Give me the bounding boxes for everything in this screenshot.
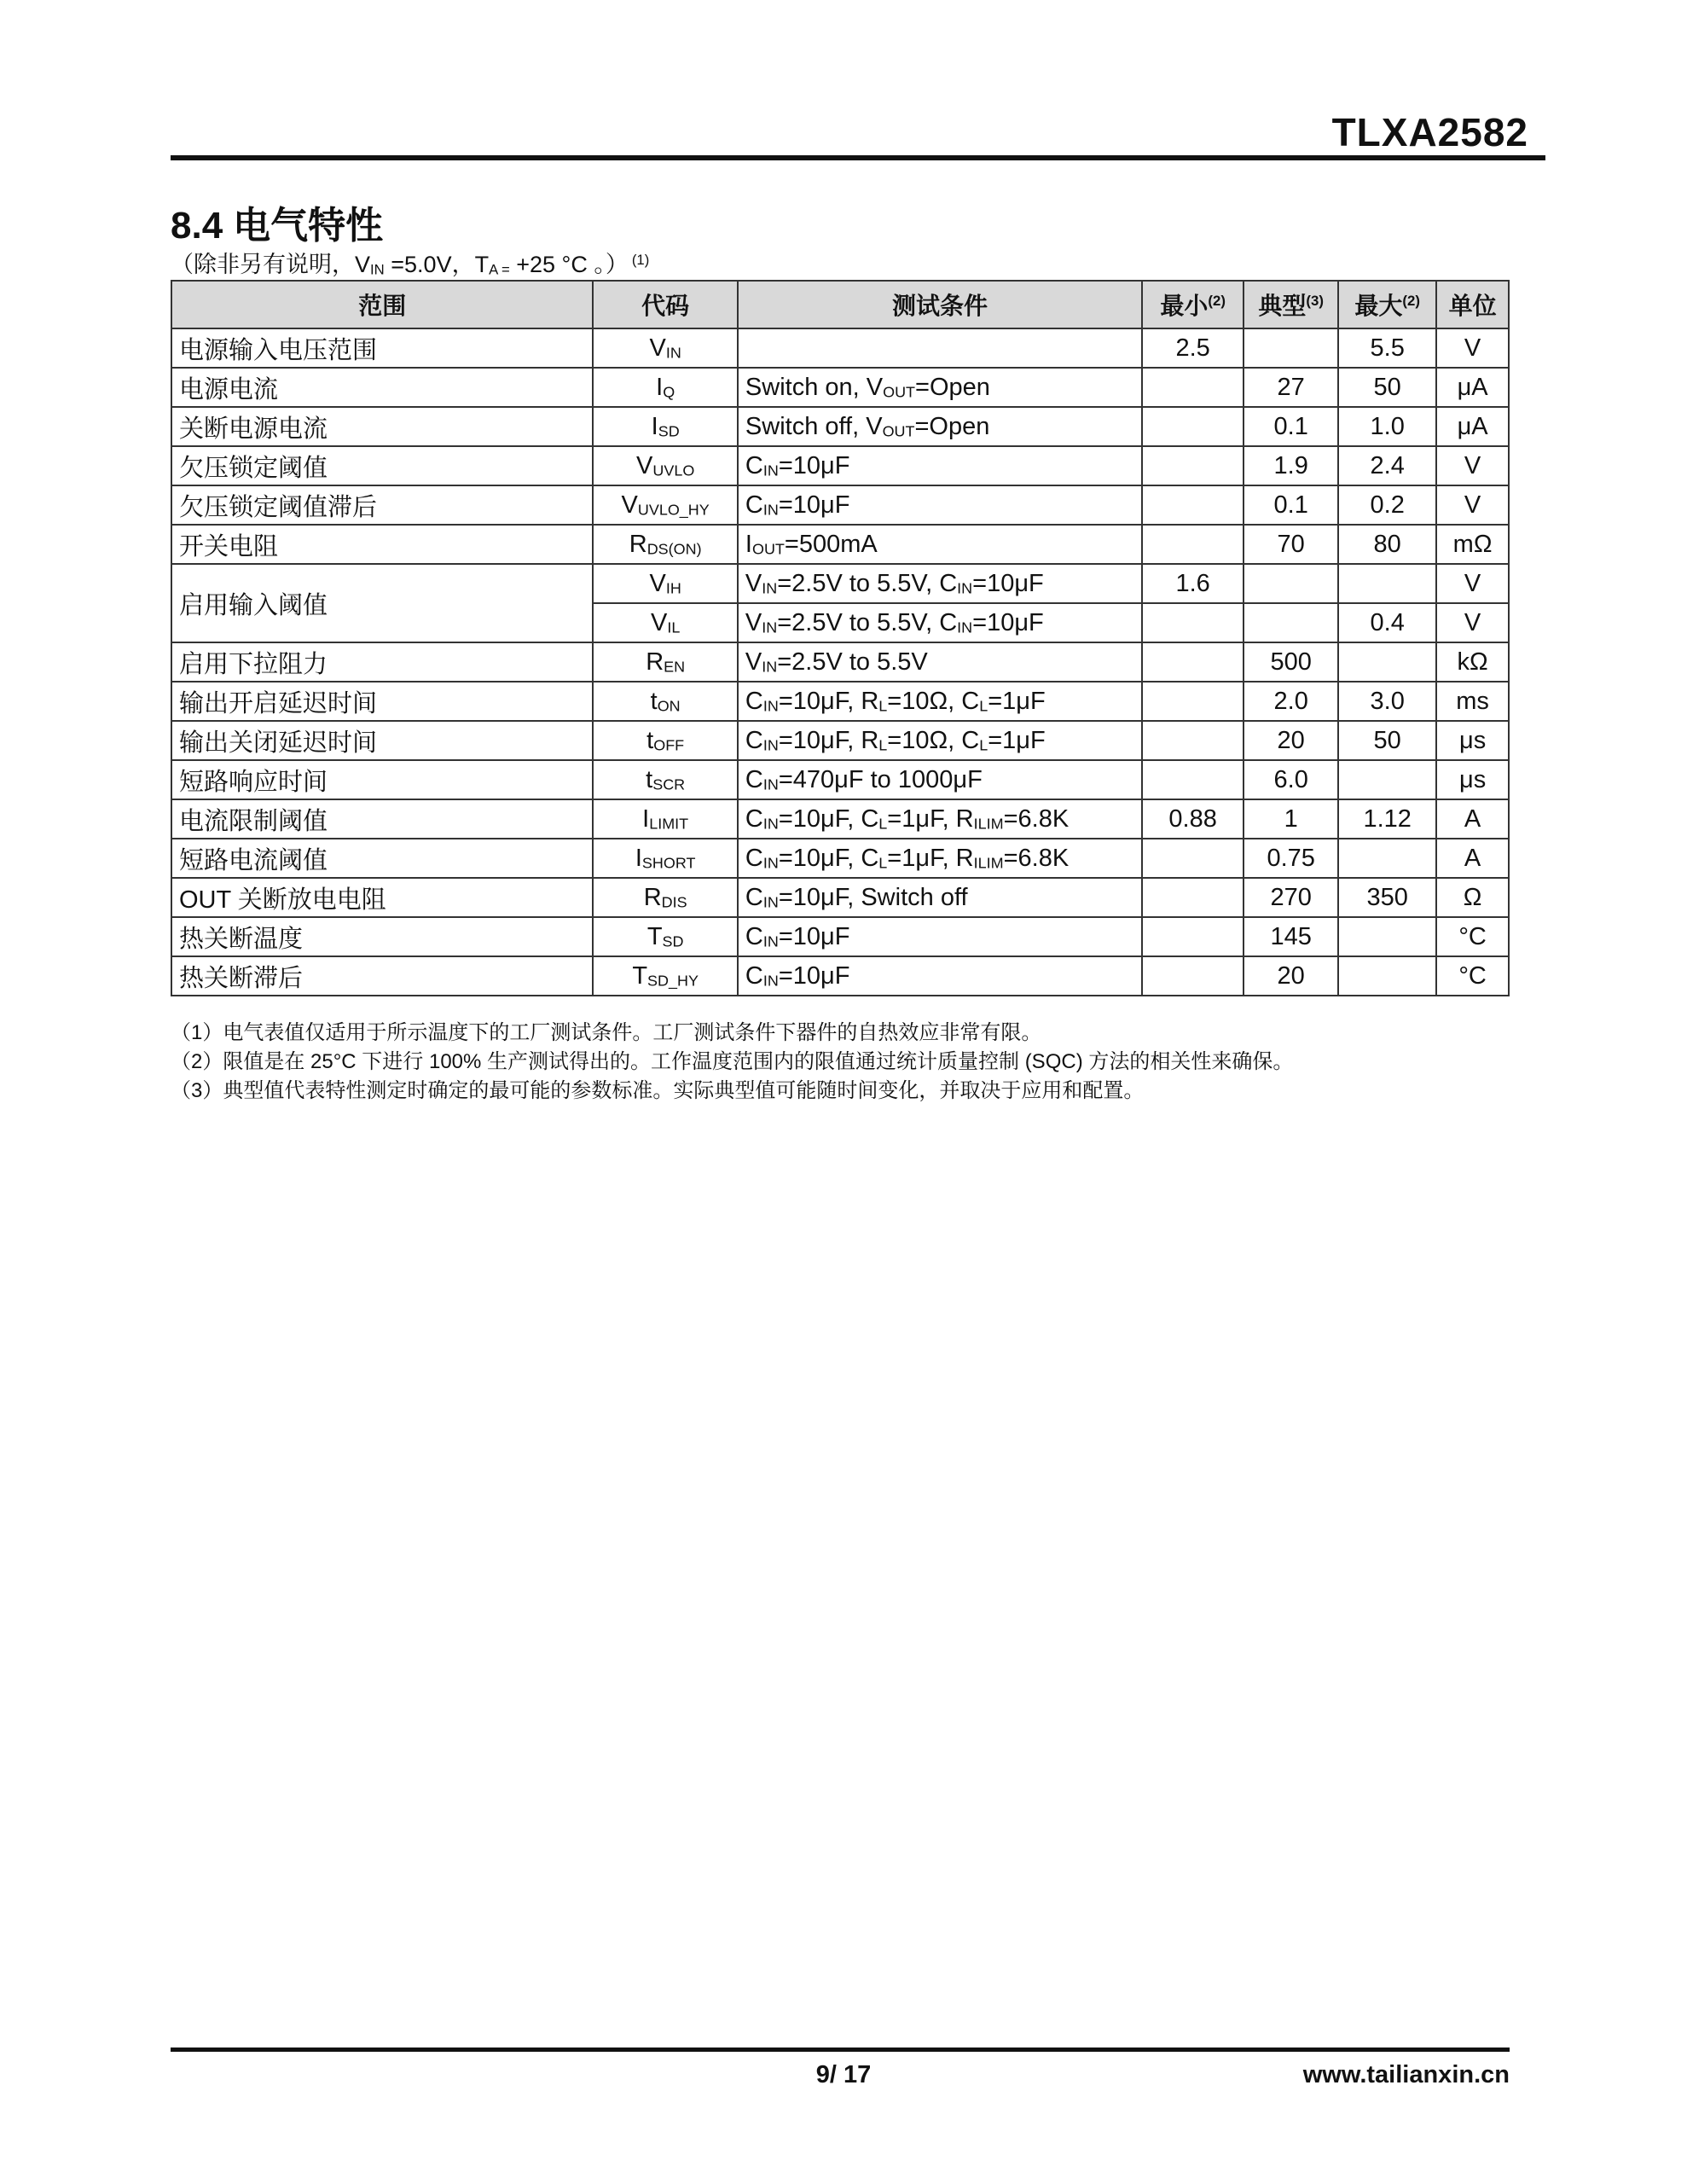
typ-cell: 2.0 (1244, 682, 1338, 721)
param-cell: OUT 关断放电电阻 (171, 878, 593, 917)
unit-cell: kΩ (1436, 642, 1509, 682)
electrical-characteristics-table (171, 280, 1510, 996)
typ-cell (1244, 564, 1338, 603)
param-cell: 关断电源电流 (171, 407, 593, 446)
symbol-cell: $V_{IH}$ (593, 564, 738, 603)
param-cell: 电流限制阈值 (171, 799, 593, 839)
max-cell (1338, 956, 1436, 996)
typ-cell: 0.1 (1244, 485, 1338, 525)
symbol-cell: $T_{SD\_HY}$ (593, 956, 738, 996)
min-cell (1142, 721, 1244, 760)
min-cell (1142, 956, 1244, 996)
table-row (171, 878, 1509, 917)
conditions-cell: Switch off, $V_{OUT}=Open$ (738, 407, 1142, 446)
table-row (171, 407, 1509, 446)
max-cell: 0.4 (1338, 603, 1436, 642)
max-cell (1338, 760, 1436, 799)
table-row (171, 525, 1509, 564)
param-cell: 短路电流阈值 (171, 839, 593, 878)
table-row (171, 446, 1509, 485)
conditions-cell: $C_{IN}=470\mu F$ to 1000μF (738, 760, 1142, 799)
max-cell (1338, 564, 1436, 603)
param-cell: 输出关闭延迟时间 (171, 721, 593, 760)
min-cell (1142, 407, 1244, 446)
param-cell: 欠压锁定阈值 (171, 446, 593, 485)
conditions-cell: $I_{OUT}=500mA$ (738, 525, 1142, 564)
param-cell: 开关电阻 (171, 525, 593, 564)
page-number: 9/ 17 (815, 2061, 872, 2088)
symbol-cell: $t_{ON}$ (593, 682, 738, 721)
unit-cell: V (1436, 328, 1509, 368)
unit-cell: ms (1436, 682, 1509, 721)
symbol-cell: $V_{IL}$ (593, 603, 738, 642)
header-symbol: 代码 (593, 281, 738, 328)
footnote-ref: (1) (631, 251, 650, 268)
typ-cell: 1 (1244, 799, 1338, 839)
min-cell (1142, 878, 1244, 917)
symbol-cell: $V_{UVLO}$ (593, 446, 738, 485)
symbol-cell: $t_{SCR}$ (593, 760, 738, 799)
symbol-cell: $V_{UVLO\_HY}$ (593, 485, 738, 525)
subtitle-text: （除非另有说明，V (171, 252, 371, 277)
symbol-cell: $R_{DS(ON)}$ (593, 525, 738, 564)
table-row (171, 839, 1509, 878)
conditions-cell: $C_{IN}=10\mu F$, Switch off (738, 878, 1142, 917)
table-row (171, 368, 1509, 407)
typ-cell: 270 (1244, 878, 1338, 917)
max-cell (1338, 642, 1436, 682)
max-cell: 350 (1338, 878, 1436, 917)
min-cell (1142, 368, 1244, 407)
max-cell: 50 (1338, 368, 1436, 407)
unit-cell: μA (1436, 407, 1509, 446)
conditions-cell: $V_{IN}=2.5V$ to 5.5V, $C_{IN}=10\mu F$ (738, 564, 1142, 603)
typ-cell (1244, 603, 1338, 642)
min-cell: 0.88 (1142, 799, 1244, 839)
symbol-cell: $I_{SD}$ (593, 407, 738, 446)
max-cell: 1.0 (1338, 407, 1436, 446)
param-cell: 热关断滞后 (171, 956, 593, 996)
part-number: TLXA2582 (1331, 110, 1528, 154)
min-cell (1142, 760, 1244, 799)
max-cell: 1.12 (1338, 799, 1436, 839)
typ-cell: 1.9 (1244, 446, 1338, 485)
max-cell: 3.0 (1338, 682, 1436, 721)
footnote-1: （1）电气表值仅适用于所示温度下的工厂测试条件。工厂测试条件下器件的自热效应非常有限。 (171, 1021, 1042, 1044)
param-cell: 启用输入阈值 (171, 564, 593, 642)
typ-cell: 27 (1244, 368, 1338, 407)
table-row (171, 956, 1509, 996)
table-header-row (171, 281, 1509, 328)
conditions-cell: $C_{IN}=10\mu F$ (738, 956, 1142, 996)
header-typ: 典型$^{(3)}$ (1244, 281, 1338, 328)
param-cell: 输出开启延迟时间 (171, 682, 593, 721)
max-cell: 5.5 (1338, 328, 1436, 368)
conditions-cell: $V_{IN}=2.5V$ to 5.5V, $C_{IN}=10\mu F$ (738, 603, 1142, 642)
subtitle-text: +25 °C 。） (509, 252, 629, 277)
footnotes (171, 1019, 1293, 1106)
param-cell: 欠压锁定阈值滞后 (171, 485, 593, 525)
footnote-3: （3）典型值代表特性测定时确定的最可能的参数标准。实际典型值可能随时间变化，并取决于应用和配置。 (171, 1079, 1145, 1102)
table-row (171, 917, 1509, 956)
table-row (171, 799, 1509, 839)
param-cell: 短路响应时间 (171, 760, 593, 799)
unit-cell: μs (1436, 760, 1509, 799)
min-cell (1142, 525, 1244, 564)
min-cell (1142, 446, 1244, 485)
conditions-cell: $C_{IN}=10\mu F$ (738, 485, 1142, 525)
section-title (171, 195, 383, 249)
max-cell: 2.4 (1338, 446, 1436, 485)
table-row (171, 642, 1509, 682)
symbol-cell: $T_{SD}$ (593, 917, 738, 956)
conditions-cell: $C_{IN}=10\mu F$, $R_L=10\Omega$, $C_L=1\mu F$ (738, 682, 1142, 721)
min-cell (1142, 603, 1244, 642)
max-cell (1338, 839, 1436, 878)
subtitle-text: =5.0V，T (384, 252, 490, 277)
typ-cell: 0.75 (1244, 839, 1338, 878)
header-min: 最小$^{(2)}$ (1142, 281, 1244, 328)
min-cell (1142, 839, 1244, 878)
unit-cell: A (1436, 799, 1509, 839)
table-row (171, 682, 1509, 721)
subtitle-vin-sub: IN (370, 261, 385, 278)
unit-cell: mΩ (1436, 525, 1509, 564)
section-number: 8.4 (171, 205, 223, 247)
typ-cell: 20 (1244, 721, 1338, 760)
conditions-cell: $C_{IN}=10\mu F$, $C_L=1\mu F$, $R_{ILIM}=6.8K$ (738, 799, 1142, 839)
min-cell (1142, 917, 1244, 956)
max-cell: 0.2 (1338, 485, 1436, 525)
conditions-cell: $C_{IN}=10\mu F$, $R_L=10\Omega$, $C_L=1\mu F$ (738, 721, 1142, 760)
subtitle-ta-sub: A = (489, 261, 510, 278)
header-rule (171, 155, 1545, 160)
unit-cell: °C (1436, 917, 1509, 956)
header-param: 范围 (171, 281, 593, 328)
typ-cell: 145 (1244, 917, 1338, 956)
typ-cell: 70 (1244, 525, 1338, 564)
symbol-cell: $I_Q$ (593, 368, 738, 407)
typ-cell: 0.1 (1244, 407, 1338, 446)
unit-cell: Ω (1436, 878, 1509, 917)
symbol-cell: $R_{DIS}$ (593, 878, 738, 917)
unit-cell: μs (1436, 721, 1509, 760)
header-unit: 单位 (1436, 281, 1509, 328)
table-row (171, 328, 1509, 368)
footer-rule (171, 2048, 1510, 2052)
table-row (171, 485, 1509, 525)
conditions-cell: $C_{IN}=10\mu F$, $C_L=1\mu F$, $R_{ILIM}=6.8K$ (738, 839, 1142, 878)
max-cell: 50 (1338, 721, 1436, 760)
unit-cell: °C (1436, 956, 1509, 996)
conditions-cell: $C_{IN}=10\mu F$ (738, 917, 1142, 956)
min-cell (1142, 485, 1244, 525)
unit-cell: V (1436, 564, 1509, 603)
max-cell: 80 (1338, 525, 1436, 564)
param-cell: 热关断温度 (171, 917, 593, 956)
website-link[interactable]: www.tailianxin.cn (1302, 2061, 1510, 2088)
section-subtitle (171, 246, 649, 279)
section-heading: 电气特性 (233, 205, 384, 247)
table-row (171, 760, 1509, 799)
typ-cell: 20 (1244, 956, 1338, 996)
unit-cell: V (1436, 603, 1509, 642)
min-cell: 2.5 (1142, 328, 1244, 368)
max-cell (1338, 917, 1436, 956)
table-row (171, 721, 1509, 760)
min-cell: 1.6 (1142, 564, 1244, 603)
param-cell: 电源输入电压范围 (171, 328, 593, 368)
header-max: 最大$^{(2)}$ (1338, 281, 1436, 328)
header-conditions: 测试条件 (738, 281, 1142, 328)
unit-cell: V (1436, 446, 1509, 485)
typ-cell: 6.0 (1244, 760, 1338, 799)
min-cell (1142, 682, 1244, 721)
symbol-cell: $I_{LIMIT}$ (593, 799, 738, 839)
symbol-cell: $V_{IN}$ (593, 328, 738, 368)
conditions-cell: $C_{IN}=10\mu F$ (738, 446, 1142, 485)
min-cell (1142, 642, 1244, 682)
typ-cell: 500 (1244, 642, 1338, 682)
unit-cell: A (1436, 839, 1509, 878)
param-cell: 电源电流 (171, 368, 593, 407)
param-cell: 启用下拉阻力 (171, 642, 593, 682)
table-row (171, 564, 1509, 603)
conditions-cell: $V_{IN}=2.5V$ to 5.5V (738, 642, 1142, 682)
symbol-cell: $t_{OFF}$ (593, 721, 738, 760)
symbol-cell: $R_{EN}$ (593, 642, 738, 682)
footnote-2: （2）限值是在 25°C 下进行 100% 生产测试得出的。工作温度范围内的限值通过统计质量控制 (SQC) 方法的相关性来确保。 (171, 1050, 1294, 1073)
conditions-cell (738, 328, 1142, 368)
unit-cell: V (1436, 485, 1509, 525)
symbol-cell: $I_{SHORT}$ (593, 839, 738, 878)
unit-cell: μA (1436, 368, 1509, 407)
typ-cell (1244, 328, 1338, 368)
conditions-cell: Switch on, $V_{OUT}=Open$ (738, 368, 1142, 407)
